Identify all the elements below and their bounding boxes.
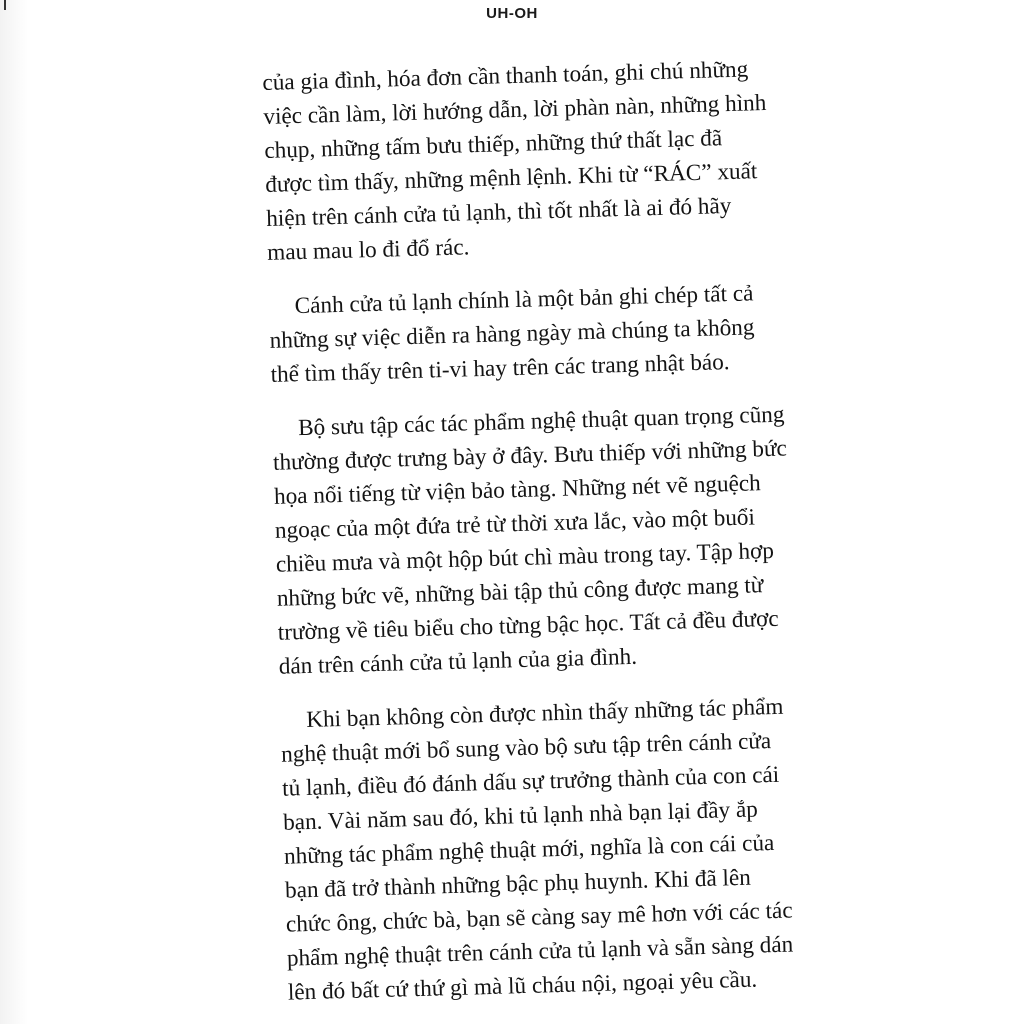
text-line: lên đó bất cứ thứ gì mà lũ cháu nội, ngoại yêu cầu. bbox=[287, 966, 758, 1006]
text-line: của gia đình, hóa đơn cần thanh toán, ghi chú những bbox=[262, 56, 749, 96]
text-line: dán trên cánh cửa tủ lạnh của gia đình. bbox=[278, 643, 638, 680]
text-line: bạn đã trở thành những bậc phụ huynh. Khi đã lên bbox=[284, 864, 752, 904]
paragraph bbox=[268, 273, 871, 392]
text-line: họa nổi tiếng từ viện bảo tàng. Những nét vẽ nguệch bbox=[273, 470, 762, 510]
text-line: được tìm thấy, những mệnh lệnh. Khi từ “RÁC” xuất bbox=[264, 158, 758, 198]
running-head: UH-OH bbox=[486, 5, 538, 22]
text-line: thường được trưng bày ở đây. Bưu thiếp với những bức bbox=[272, 435, 788, 476]
text-line: ngoạc của một đứa trẻ từ thời xưa lắc, vào một buổi bbox=[274, 504, 756, 544]
text-line: những sự việc diễn ra hàng ngày mà chúng ta không bbox=[269, 314, 755, 354]
text-line: chiều mưa và một hộp bút chì màu trong tay. Tập hợp bbox=[275, 537, 775, 578]
text-line: hiện trên cánh cửa tủ lạnh, thì tốt nhất là ai đó hãy bbox=[265, 192, 732, 232]
body-text bbox=[262, 49, 889, 1024]
paragraph bbox=[280, 687, 888, 1010]
text-line: bạn. Vài năm sau đó, khi tủ lạnh nhà bạn lại đầy ắp bbox=[282, 796, 759, 836]
text-line: việc cần làm, lời hướng dẫn, lời phàn nàn, những hình bbox=[263, 89, 767, 130]
text-line: thể tìm thấy trên ti-vi hay trên các trang nhật báo. bbox=[270, 349, 730, 388]
text-line: mau mau lo đi đổ rác. bbox=[266, 234, 470, 266]
text-line: những tác phẩm nghệ thuật mới, nghĩa là con cái của bbox=[283, 830, 775, 870]
text-line: những bức vẽ, những bài tập thủ công được mang từ bbox=[276, 572, 764, 612]
text-line: Bộ sưu tập các tác phẩm nghệ thuật quan trọng cũng bbox=[297, 401, 785, 442]
text-line: tủ lạnh, điều đó đánh dấu sự trưởng thành của con cái bbox=[281, 761, 780, 802]
page-gutter-shadow bbox=[0, 0, 28, 1024]
text-line: chụp, những tấm bưu thiếp, những thứ thất lạc đã bbox=[264, 125, 723, 164]
text-line: trường về tiêu biểu cho từng bậc học. Tất cả đều được bbox=[277, 605, 779, 646]
paragraph bbox=[272, 395, 879, 684]
paragraph bbox=[262, 49, 867, 270]
text-line: Khi bạn không còn được nhìn thấy những tác phẩm bbox=[305, 693, 784, 734]
text-line: Cánh cửa tủ lạnh chính là một bản ghi chép tất cả bbox=[294, 280, 754, 320]
text-line: phẩm nghệ thuật trên cánh cửa tủ lạnh và sẵn sàng dán bbox=[286, 931, 794, 972]
text-line: nghệ thuật mới bổ sung vào bộ sưu tập trên cánh cửa bbox=[280, 728, 772, 768]
text-line: chức ông, chức bà, bạn sẽ càng say mê hơn với các tác bbox=[285, 897, 793, 938]
